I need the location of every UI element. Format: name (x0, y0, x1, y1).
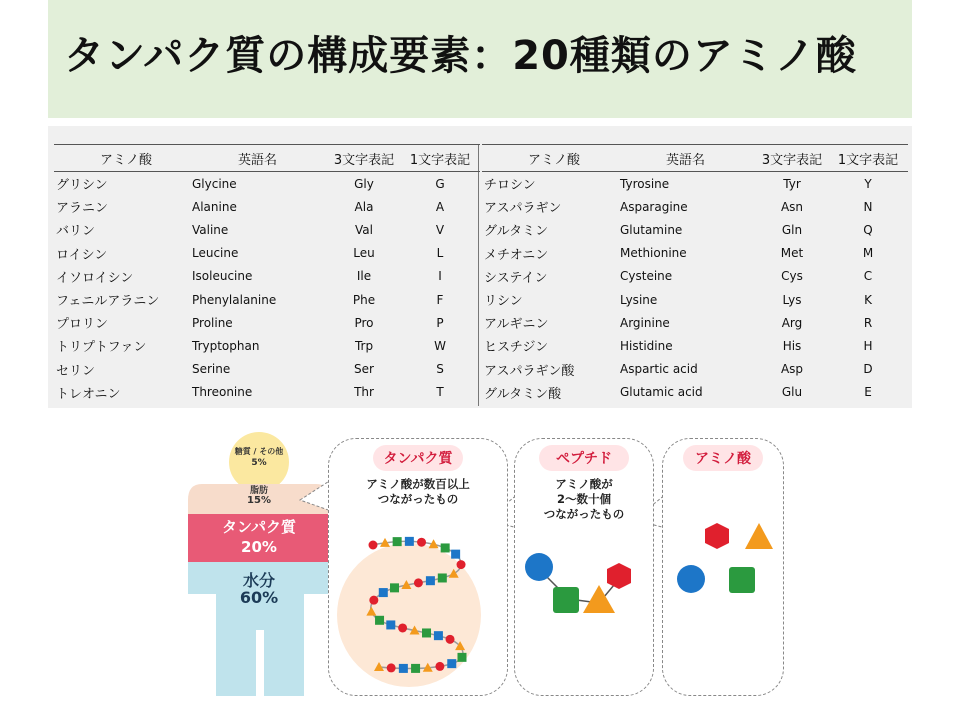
amino-acid-name-ja: アスパラギン (484, 201, 562, 217)
amino-acid-name-ja: システイン (484, 270, 548, 286)
one-letter-code: H (863, 338, 873, 353)
one-letter-code: M (862, 246, 874, 261)
header-amino-acid: アミノ酸 (100, 152, 153, 168)
header-english-name: 英語名 (666, 152, 706, 168)
three-letter-code: Ile (356, 269, 372, 284)
amino-acid-bead (457, 560, 466, 569)
peptide-desc-line-1: アミノ酸が (555, 477, 613, 491)
amino-acid-bead (405, 537, 414, 546)
one-letter-code: W (434, 338, 446, 353)
amino-acid-bubble (662, 438, 784, 696)
red-hexagon-amino-acid (705, 523, 729, 549)
amino-acid-bead (435, 662, 444, 671)
peptide-illustration (515, 439, 653, 695)
three-letter-code: Asn (780, 199, 804, 214)
one-letter-code: I (438, 269, 442, 284)
amino-acid-name-en: Aspartic acid (620, 362, 698, 377)
three-letter-code: Pro (354, 315, 374, 330)
amino-acid-name-ja: セリン (56, 363, 96, 379)
three-letter-code: Thr (354, 385, 374, 400)
sugar-band (180, 430, 340, 484)
one-letter-code: P (436, 315, 444, 330)
amino-acid-name-en: Asparagine (620, 199, 688, 214)
amino-acid-name-en: Cysteine (620, 269, 673, 284)
amino-acid-name-ja: バリン (56, 224, 96, 240)
blue-circle-residue (525, 553, 553, 581)
three-letter-code: Met (780, 246, 804, 261)
three-letter-code: Asp (780, 362, 804, 377)
amino-acid-name-en: Arginine (620, 315, 670, 330)
amino-acid-name-ja: プロリン (56, 317, 109, 333)
one-letter-code: E (864, 385, 872, 400)
three-letter-code: Arg (781, 315, 803, 330)
protein-tag: タンパク質 (373, 445, 463, 471)
one-letter-code: R (863, 315, 873, 330)
three-letter-code: Leu (353, 246, 375, 261)
amino-acid-bead (422, 628, 431, 637)
three-letter-code: Gln (781, 222, 803, 237)
amino-acid-name-en: Threonine (192, 385, 253, 400)
amino-acid-bead (375, 616, 384, 625)
amino-acid-name-ja: メチオニン (484, 247, 549, 263)
amino-acid-bead (379, 588, 388, 597)
amino-acid-name-en: Histidine (620, 338, 673, 353)
one-letter-code: D (863, 362, 873, 377)
amino-acid-bead (438, 573, 447, 582)
green-square-residue (553, 587, 579, 613)
sugar-label: 糖質 / その他 (234, 447, 284, 456)
protein-chain-illustration (329, 439, 507, 695)
three-letter-code: Tyr (783, 176, 801, 191)
amino-acid-name-en: Lysine (620, 292, 658, 307)
amino-acid-name-ja: フェニルアラニン (56, 294, 160, 310)
amino-acid-bead (398, 623, 407, 632)
amino-acid-bead (446, 635, 455, 644)
one-letter-code: L (436, 246, 444, 261)
amino-acid-name-ja: ロイシン (56, 247, 108, 263)
amino-acid-bead (390, 583, 399, 592)
amino-acid-name-en: Glutamic acid (620, 385, 703, 400)
one-letter-code: G (435, 176, 445, 191)
three-letter-code: Ala (354, 199, 374, 214)
water-pct: 60% (239, 588, 279, 607)
protein-bubble (328, 438, 508, 696)
three-letter-code: Lys (782, 292, 802, 307)
amino-acid-tag: アミノ酸 (683, 445, 763, 471)
peptide-bubble (514, 438, 654, 696)
amino-acid-name-en: Phenylalanine (192, 292, 277, 307)
amino-acid-name-en: Leucine (192, 246, 239, 261)
header-three-letter: 3文字表記 (333, 152, 395, 168)
peptide-tag: ペプチド (539, 445, 629, 471)
amino-acid-name-en: Tyrosine (620, 176, 670, 191)
page-title: タンパク質の構成要素：20種類のアミノ酸 (64, 33, 857, 79)
amino-acid-name-ja: アルギニン (484, 317, 549, 333)
amino-acid-name-en: Valine (192, 222, 229, 237)
one-letter-code: C (863, 269, 873, 284)
water-label: 水分 (242, 571, 275, 590)
amino-acid-name-en: Glycine (192, 176, 237, 191)
header-english-name: 英語名 (238, 152, 278, 168)
protein-desc-line-1: アミノ酸が数百以上 (366, 477, 470, 491)
amino-acid-bead (417, 538, 426, 547)
three-letter-code: Cys (781, 269, 803, 284)
amino-acid-name-ja: アスパラギン酸 (484, 363, 575, 379)
amino-acid-bead (387, 663, 396, 672)
one-letter-code: S (436, 362, 444, 377)
amino-acid-bead (434, 631, 443, 640)
amino-acid-name-en: Glutamine (620, 222, 683, 237)
red-hexagon-residue (607, 563, 631, 589)
sugar-pct: 5% (251, 458, 267, 468)
one-letter-code: K (864, 292, 872, 307)
three-letter-code: Glu (781, 385, 803, 400)
one-letter-code: Q (863, 222, 873, 237)
one-letter-code: T (436, 385, 444, 400)
one-letter-code: V (435, 222, 445, 237)
amino-acid-name-en: Tryptophan (192, 338, 260, 353)
three-letter-code: Val (355, 222, 373, 237)
amino-acid-bead (447, 659, 456, 668)
amino-acid-name-ja: ヒスチジン (484, 340, 549, 356)
amino-acid-bead (457, 653, 466, 662)
amino-acid-bead (414, 578, 423, 587)
header-amino-acid: アミノ酸 (528, 152, 581, 168)
amino-acid-name-en: Alanine (192, 199, 237, 214)
amino-acid-name-ja: チロシン (484, 178, 536, 194)
one-letter-code: F (436, 292, 444, 307)
amino-acid-name-en: Methionine (620, 246, 687, 261)
protein-label: タンパク質 (222, 518, 296, 536)
amino-acid-bead (451, 550, 460, 559)
protein-pct: 20% (241, 538, 277, 556)
protein-desc-line-2: つながったもの (377, 492, 459, 506)
amino-acid-bead (369, 541, 378, 550)
amino-acid-name-ja: リシン (484, 294, 523, 310)
three-letter-code: His (782, 338, 802, 353)
one-letter-code: A (435, 199, 445, 214)
three-letter-code: Ser (354, 362, 374, 377)
amino-acid-name-ja: イソロイシン (56, 270, 134, 286)
amino-acid-bead (386, 620, 395, 629)
peptide-desc-line-3: つながったもの (543, 507, 625, 521)
three-letter-code: Phe (352, 292, 376, 307)
header-one-letter: 1文字表記 (409, 152, 471, 168)
amino-acid-bead (411, 664, 420, 673)
amino-acid-name-ja: トレオニン (56, 386, 121, 402)
orange-triangle-amino-acid (745, 523, 773, 549)
amino-acid-bead (399, 664, 408, 673)
fat-pct: 15% (247, 495, 271, 506)
three-letter-code: Gly (354, 176, 374, 191)
amino-acid-bead (441, 543, 450, 552)
amino-acid-name-ja: アラニン (56, 201, 109, 217)
amino-acid-name-en: Serine (192, 362, 231, 377)
blue-circle-amino-acid (677, 565, 705, 593)
header-three-letter: 3文字表記 (761, 152, 823, 168)
one-letter-code: Y (864, 176, 872, 191)
amino-acid-bead (393, 537, 402, 546)
fat-label: 脂肪 (249, 486, 268, 496)
amino-acid-bead (426, 576, 435, 585)
peptide-desc-line-2: 2～数十個 (556, 492, 611, 506)
amino-acid-name-en: Proline (192, 315, 233, 330)
one-letter-code: N (863, 199, 873, 214)
amino-acid-name-en: Isoleucine (192, 269, 253, 284)
amino-acid-name-ja: グルタミン酸 (484, 386, 562, 402)
amino-acid-name-ja: グルタミン (484, 224, 549, 240)
amino-acid-name-ja: トリプトファン (56, 340, 147, 356)
header-one-letter: 1文字表記 (837, 152, 899, 168)
free-amino-acids-illustration (663, 439, 783, 695)
amino-acid-name-ja: グリシン (56, 178, 108, 194)
green-square-amino-acid (729, 567, 755, 593)
three-letter-code: Trp (354, 338, 374, 353)
amino-acid-bead (369, 596, 378, 605)
